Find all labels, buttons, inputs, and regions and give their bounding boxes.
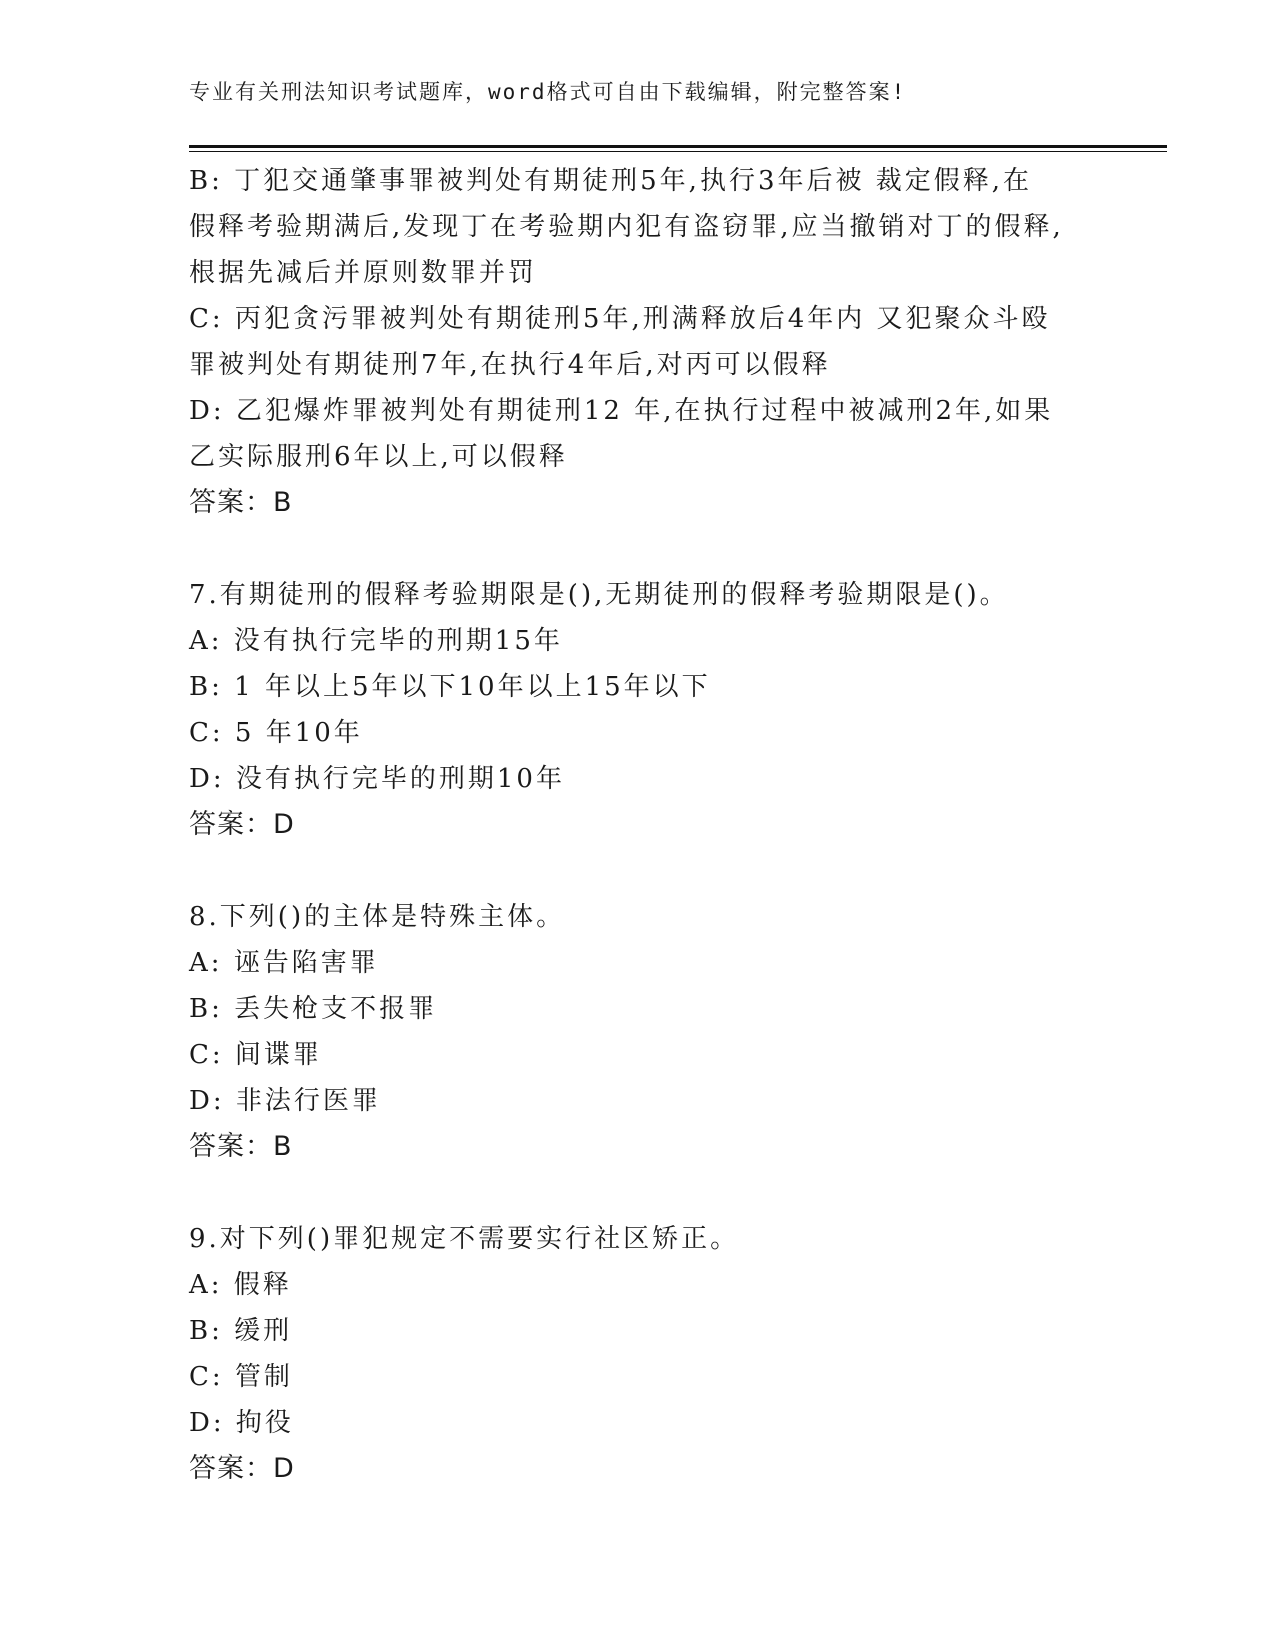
answer-line: 答案：B [189, 487, 293, 518]
question-8 [189, 894, 1139, 1170]
option-c: C: 5 年10年 [189, 718, 363, 748]
option-line: 根据先减后并原则数罪并罚 [189, 258, 538, 288]
spacer [189, 1170, 1139, 1216]
question-stem: 9.对下列()罪犯规定不需要实行社区矫正。 [189, 1224, 740, 1254]
answer-line: 答案：D [189, 809, 295, 840]
question-6-continued [189, 158, 1139, 526]
header-rule-thick [189, 145, 1167, 148]
question-stem: 8.下列()的主体是特殊主体。 [189, 902, 566, 932]
page-header: 专业有关刑法知识考试题库，word格式可自由下载编辑，附完整答案! [189, 80, 907, 104]
option-d: D: 拘役 [189, 1408, 294, 1438]
question-9 [189, 1216, 1139, 1492]
option-line: C: 丙犯贪污罪被判处有期徒刑5年,刑满释放后4年内 又犯聚众斗殴 [189, 304, 1051, 334]
option-c: C: 间谍罪 [189, 1040, 322, 1070]
option-line: 乙实际服刑6年以上,可以假释 [189, 442, 568, 472]
option-a: A: 没有执行完毕的刑期15年 [189, 626, 563, 656]
option-line: B: 丁犯交通肇事罪被判处有期徒刑5年,执行3年后被 裁定假释,在 [189, 166, 1033, 196]
option-b: B: 丢失枪支不报罪 [189, 994, 438, 1024]
option-line: 罪被判处有期徒刑7年,在执行4年后,对丙可以假释 [189, 350, 831, 380]
answer-line: 答案：D [189, 1453, 295, 1484]
option-b: B: 1 年以上5年以下10年以上15年以下 [189, 672, 711, 702]
header-rule-thin [189, 151, 1167, 152]
exam-content [189, 158, 1139, 1492]
option-b: B: 缓刑 [189, 1316, 293, 1346]
option-line: 假释考验期满后,发现丁在考验期内犯有盗窃罪,应当撤销对丁的假释, [189, 212, 1064, 242]
option-a: A: 诬告陷害罪 [189, 948, 379, 978]
option-line: D: 乙犯爆炸罪被判处有期徒刑12 年,在执行过程中被减刑2年,如果 [189, 396, 1054, 426]
option-d: D: 没有执行完毕的刑期10年 [189, 764, 565, 794]
spacer [189, 526, 1139, 572]
option-d: D: 非法行医罪 [189, 1086, 381, 1116]
spacer [189, 848, 1139, 894]
option-a: A: 假释 [189, 1270, 292, 1300]
question-stem: 7.有期徒刑的假释考验期限是(),无期徒刑的假释考验期限是()。 [189, 580, 1009, 610]
answer-line: 答案：B [189, 1131, 293, 1162]
option-c: C: 管制 [189, 1362, 293, 1392]
question-7 [189, 572, 1139, 848]
